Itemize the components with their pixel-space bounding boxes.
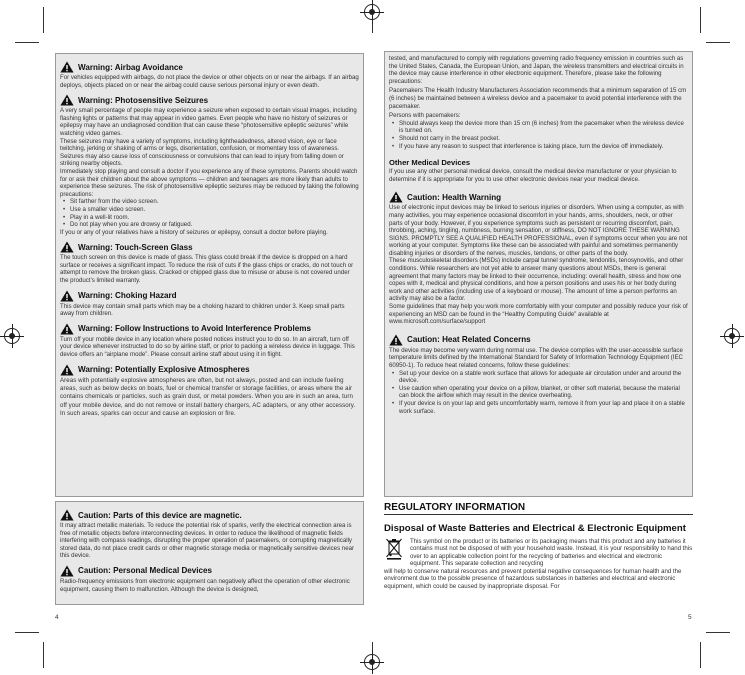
warning-triangle-icon <box>60 364 74 376</box>
left-page <box>55 53 364 605</box>
interference-text: Turn off your mobile device in any location where posted notices instruct you to do so. In an aircraft, turn off your device whenever instructed to do so by airline staff, or prior to packing a wireless device in luggage. This device offers an “airplane mode”. Please consult airline staff about using it in flight. <box>60 335 355 359</box>
page-number-left: 4 <box>55 614 59 621</box>
crop-mark <box>700 7 701 33</box>
health-heading: Caution: Health Warning <box>389 191 688 203</box>
explosive-text: Areas with potentially explosive atmospheres are often, but not always, posted and can include fueling areas, such as below decks on boats, fuel or chemical transfer or storage facilities, or areas where the air contains chemicals or particles, such as grain dust, or metal powders. When you are in such an area, turn off your mobile device, and do not remove or install battery chargers, AC adapters, or any other accessory. In such areas, sparks can occur and cause an explosion or fire. <box>60 376 356 417</box>
list-item: • Play in a well-lit room. <box>60 214 359 222</box>
warning-triangle-icon <box>60 94 74 106</box>
magnetic-heading: Caution: Parts of this device are magnetic. <box>60 509 359 521</box>
crop-mark <box>706 42 730 43</box>
warning-triangle-icon <box>60 565 74 577</box>
pacemaker-list <box>389 120 688 150</box>
list-item: • Sit farther from the video screen. <box>60 198 359 206</box>
warning-triangle-icon <box>60 323 74 335</box>
crop-mark <box>43 642 44 668</box>
heat-heading: Caution: Heat Related Concerns <box>389 334 688 346</box>
explosive-heading: Warning: Potentially Explosive Atmospheres <box>60 364 359 376</box>
precautions-list <box>60 198 359 228</box>
list-item: • Use caution when operating your device on a pillow, blanket, or other soft material, because the material can block the airflow which may result in the device overheating. <box>389 385 688 400</box>
other-devices-text: If you use any other personal medical device, consult the medical device manufacturer or your physician to determine if it is appropriate for you to use other electronic devices near your medical device. <box>389 168 677 183</box>
disposal-block <box>384 538 693 568</box>
warning-triangle-icon <box>60 61 74 73</box>
seizures-paragraph: Seizures may also cause loss of consciousness or convulsions that can lead to injury from falling down or striking nearby objects. <box>60 152 344 168</box>
registration-mark-icon <box>4 328 20 344</box>
seizures-paragraph: Immediately stop playing and consult a doctor if you experience any of these symptoms. Parents should watch for or ask their children about the above symptoms — children and teenagers are more likely than adults to experience these seizures. The risk of photosensitive epileptic seizures may be reduced by taking the following precautions: <box>60 167 359 198</box>
crop-mark <box>706 632 730 633</box>
airbag-text: For vehicles equipped with airbags, do not place the device or other objects on or near the airbags. If an airbag deploys, objects placed on or near the airbag could cause serious personal injury or even death. <box>60 74 359 89</box>
registration-mark-icon <box>364 654 380 670</box>
right-page <box>384 53 693 591</box>
airbag-heading: Warning: Airbag Avoidance <box>60 61 359 73</box>
magnetic-text: It may attract metallic materials. To reduce the potential risk of sparks, verify the electrical connection area is free of metallic objects before interconnecting devices. In order to reduce the likelihood of magnetic fields interfering with compass readings, disrupting the proper operation of pacemakers, or corrupting magnetically stored data, do not place credit cards or other magnetic storage media or magnetically sensitive devices near this device. <box>60 522 355 560</box>
persons-label: Persons with pacemakers: <box>389 112 461 120</box>
seizures-paragraph: If you or any of your relatives have a history of seizures or epilepsy, consult a doctor before playing. <box>60 228 328 236</box>
disposal-heading: Disposal of Waste Batteries and Electrical & Electronic Equipment <box>384 523 686 534</box>
seizures-heading: Warning: Photosensitive Seizures <box>60 94 359 106</box>
choking-heading: Warning: Choking Hazard <box>60 290 359 302</box>
page-number-right: 5 <box>688 614 692 621</box>
warning-triangle-icon <box>389 334 403 346</box>
pacemakers-text: Pacemakers The Health Industry Manufacturers Association recommends that a minimum separation of 15 cm (6 inches) be maintained between a wireless device and a pacemaker to avoid potential interference with the pacemaker. <box>389 87 687 110</box>
list-item: • Use a smaller video screen. <box>60 206 359 214</box>
touch-heading: Warning: Touch-Screen Glass <box>60 241 359 253</box>
choking-text: This device may contain small parts which may be a choking hazard to children under 3. Keep small parts away from children. <box>60 302 345 318</box>
warning-triangle-icon <box>389 191 403 203</box>
registration-mark-icon <box>724 328 740 344</box>
warnings-box <box>55 53 364 497</box>
warning-triangle-icon <box>60 290 74 302</box>
medical-continued-box <box>384 51 693 497</box>
touch-text: The touch screen on this device is made of glass. This glass could break if the device is dropped on a hard surface or receives a significant impact. To reduce the risk of cuts if the glass chips or cracks, do not touch or attempt to remove the broken glass. Cracked or chipped glass due to misuse or abuse is not covered under the product’s limited warranty. <box>60 254 354 285</box>
list-item: • Should always keep the device more than 15 cm (6 inches) from the pacemaker when the wireless device is turned on. <box>389 120 688 135</box>
crossed-out-wheelie-bin-icon <box>386 538 402 560</box>
health-paragraph: Use of electronic input devices may be linked to serious injuries or disorders. When using a computer, as with many activities, you may experience occasional discomfort in your hands, arms, shoulders, neck, or other parts of your body. However, if you experience symptoms such as persistent or recurring discomfort, pain, throbbing, aching, tingling, numbness, burning sensation, or stiffness, DO NOT IGNORE THESE WARNING SIGNS. PROMPTLY SEE A QUALIFIED HEALTH PROFESSIONAL, even if symptoms occur when you are not working at your computer. Symptoms like these can be associated with painful and sometimes permanently disabling injuries or disorders of the nerves, muscles, tendons, or other parts of the body. <box>389 204 688 257</box>
registration-mark-icon <box>364 4 380 20</box>
list-item: • Set up your device on a stable work surface that allows for adequate air circulation under and around the device. <box>389 370 688 385</box>
medical-continued-text: tested, and manufactured to comply with regulations governing radio frequency emission in countries such as the United States, Canada, the European Union, and Japan, the wireless transmitters and electrical circuits in the device may cause interference in other electronic equipment. Therefore, please take the following precautions: <box>389 55 684 85</box>
interference-heading: Warning: Follow Instructions to Avoid Interference Problems <box>60 323 359 335</box>
list-item: • Do not play when you are drowsy or fatigued. <box>60 221 359 229</box>
heat-list <box>389 370 688 416</box>
crop-mark <box>15 632 39 633</box>
list-item: • If you have any reason to suspect that interference is taking place, turn the device off immediately. <box>389 143 688 151</box>
crop-mark <box>43 7 44 33</box>
medical-text: Radio-frequency emissions from electronic equipment can negatively affect the operation of other electronic equipment, causing them to malfunction. Although the device is designed, <box>60 577 350 593</box>
warning-triangle-icon <box>60 241 74 253</box>
seizures-paragraph: A very small percentage of people may experience a seizure when exposed to certain visual images, including flashing lights or patterns that may appear in video games. Even people who have no history of seizures or epilepsy may have an undiagnosed condition that can cause these “photosensitive epileptic seizures” while watching video games. <box>60 107 357 137</box>
heat-text: The device may become very warm during normal use. The device complies with the user-accessible surface temperature limits defined by the International Standard for Safety of Information Technology Equipment (IEC 60950-1). To reduce heat related concerns, follow these guidelines: <box>389 346 683 369</box>
medical-heading: Caution: Personal Medical Devices <box>60 565 359 577</box>
list-item: • Should not carry in the breast pocket. <box>389 135 688 143</box>
seizures-paragraph: These seizures may have a variety of symptoms, including lightheadedness, altered vision, eye or face twitching, jerking or shaking of arms or legs, disorientation, confusion, or momentary loss of awareness. <box>60 137 340 153</box>
cautions-box <box>55 501 364 605</box>
other-devices-heading: Other Medical Devices <box>389 158 471 168</box>
crop-mark <box>15 42 39 43</box>
crop-mark <box>700 642 701 668</box>
disposal-text: This symbol on the product or its batteries or its packaging means that this product and any batteries it contains must not be disposed of with your household waste. Instead, it is your responsibility to hand this over to an applicable collection point for the recycling of batteries and electrical and electronic equipment. This separate collection and recycling <box>410 537 693 568</box>
warning-triangle-icon <box>60 509 74 521</box>
health-paragraph: Some guidelines that may help you work more comfortably with your computer and possibly reduce your risk of experiencing an MSD can be found in the “Healthy Computing Guide” available at www.microsoft.com/surface/support <box>389 303 688 326</box>
health-paragraph: These musculoskeletal disorders (MSDs) include carpal tunnel syndrome, tendonitis, tenosynovitis, and other conditions. While researchers are not yet able to answer many questions about MSDs, there is general agreement that many factors may be linked to their occurrence, including: overall health, stress and how one copes with it, medical and physical conditions, and how a person positions and uses his or her body during work and other activities (including use of a keyboard or mouse). The amount of time a person performs an activity may also be a factor. <box>389 257 684 303</box>
regulatory-heading: REGULATORY INFORMATION <box>384 502 693 515</box>
list-item: • If your device is on your lap and gets uncomfortably warm, remove it from your lap and place it on a stable work surface. <box>389 400 688 415</box>
disposal-text-continued: will help to conserve natural resources and prevent potential negative consequences for human health and the environment due to the possible presence of hazardous substances in batteries and electrical and electronic equipment, which could be caused by inappropriate disposal. For <box>384 567 682 591</box>
